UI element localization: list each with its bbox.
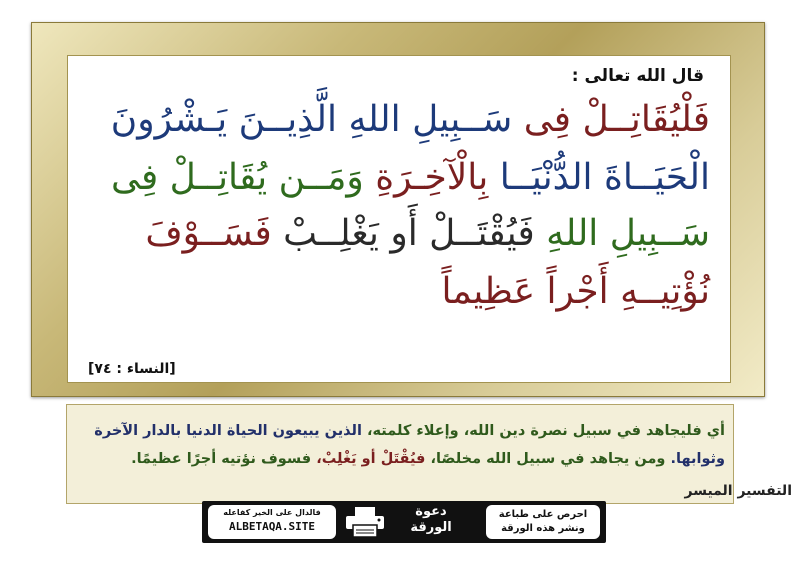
footer-motto: فالدال على الخير كفاعله bbox=[223, 508, 321, 517]
tafsir-segment: فسوف نؤتيه أجرًا عظيمًا. bbox=[131, 451, 312, 467]
verse-segment: فَلْيُقَاتِــلْ فِى bbox=[523, 99, 710, 140]
footer-bar bbox=[202, 501, 606, 543]
footer-site-box bbox=[208, 505, 336, 539]
tafsir-segment: وثوابها. bbox=[670, 451, 725, 467]
tafsir-line-2 bbox=[131, 451, 725, 467]
tafsir-segment: الذين يبيعون الحياة الدنيا بالدار الآخرة bbox=[94, 423, 362, 439]
footer-print-line: ونشر هذه الورقة bbox=[501, 523, 585, 534]
dawa-logo bbox=[398, 504, 464, 540]
logo-line: دعوة bbox=[415, 504, 447, 519]
tafsir-segment: أي فليجاهد في سبيل نصرة دين الله، وإعلاء كلمته، bbox=[367, 423, 725, 439]
verse-line-3 bbox=[90, 210, 710, 258]
tafsir-line-1 bbox=[94, 423, 725, 439]
verse-segment: سَــبِيلِ اللهِ bbox=[348, 99, 513, 140]
verse-segment: بِالْآخِـرَةِ bbox=[375, 157, 489, 198]
verse-segment: فَيُقْتَــلْ أَو يَغْلِــبْ bbox=[283, 213, 535, 254]
tafsir-segment: فيُقْتَلْ أو يَغْلِبْ، bbox=[316, 451, 426, 467]
footer-print-box bbox=[486, 505, 600, 539]
verse-segment: الَّذِيــنَ يَـشْرُونَ bbox=[110, 99, 337, 140]
verse-line-1 bbox=[90, 96, 710, 144]
verse-segment: وَمَــن يُقَاتِــلْ فِى bbox=[110, 157, 364, 198]
tafsir-segment: ومن يجاهد في سبيل الله مخلصًا، bbox=[430, 451, 666, 467]
logo-line: الورقة bbox=[410, 520, 452, 535]
footer-print-line: احرص على طباعة bbox=[498, 509, 588, 520]
verse-segment: نُؤْتِيــهِ أَجْراً عَظِيماً bbox=[441, 271, 710, 312]
verse-line-2 bbox=[90, 154, 710, 202]
verse-segment: فَسَــوْفَ bbox=[145, 213, 272, 254]
verse-segment: الْحَيَــاةَ الدُّنْيَــا bbox=[499, 157, 710, 198]
verse-card bbox=[67, 55, 731, 383]
printer-icon bbox=[342, 505, 388, 539]
verse-line-4 bbox=[90, 268, 710, 316]
tafsir-source: التفسير الميسر bbox=[684, 483, 792, 499]
verse-heading: قال الله تعالى : bbox=[571, 66, 704, 86]
verse-segment: سَــبِيلِ اللهِ bbox=[546, 213, 710, 254]
footer-site-link[interactable]: ALBETAQA.SITE bbox=[228, 520, 316, 533]
surah-reference: [النساء : ٧٤] bbox=[88, 361, 176, 377]
